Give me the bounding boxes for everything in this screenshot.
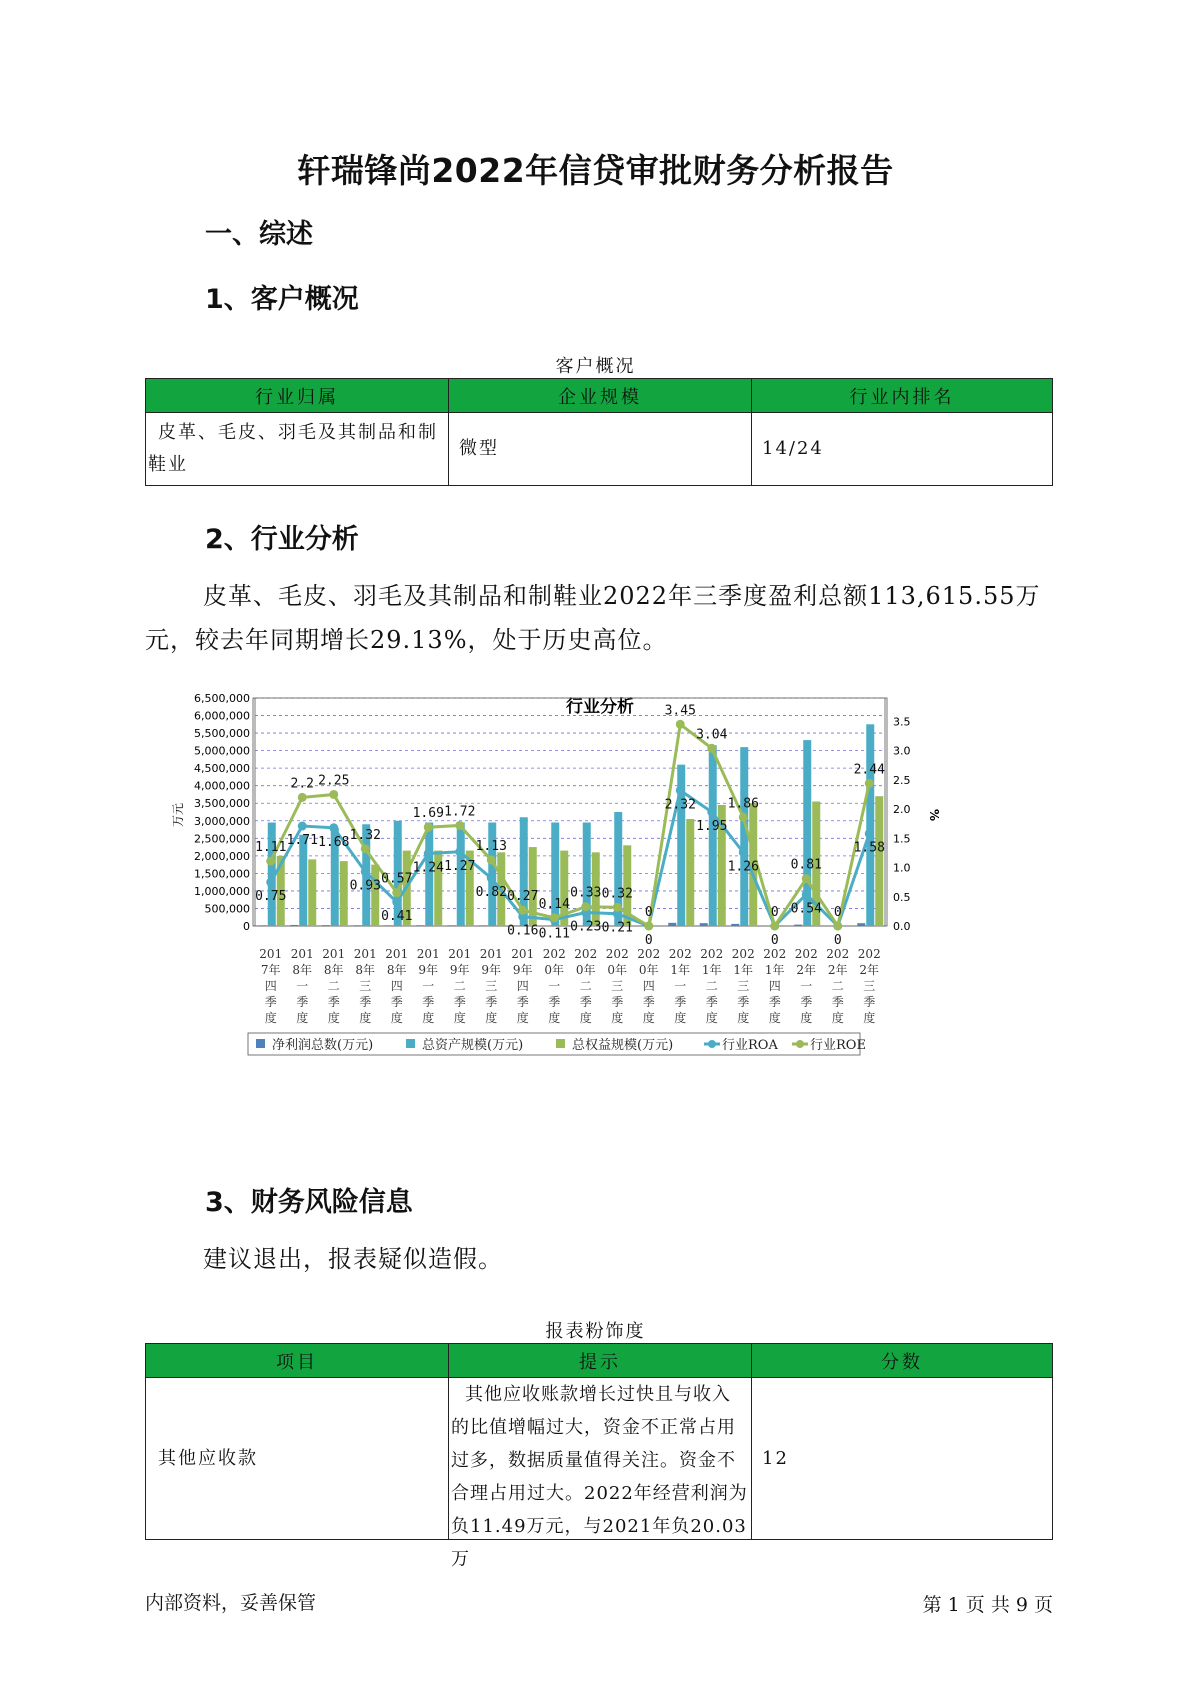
industry-paragraph: 皮革、毛皮、羽毛及其制品和制鞋业2022年三季度盈利总额113,615.55万元，较去年同期增长29.13%，处于历史高位。 (145, 582, 1041, 654)
bar (290, 925, 298, 926)
bar (875, 796, 883, 926)
x-tick-label: 季 (548, 995, 561, 1009)
y-tick-label: 1,000,000 (194, 884, 250, 898)
series-line (271, 790, 870, 926)
x-tick-label: 度 (611, 1011, 624, 1025)
bar (353, 925, 361, 926)
y-tick-label: 1,500,000 (194, 867, 250, 881)
x-tick-label: 1年 (733, 963, 754, 977)
y-tick-label: 5,000,000 (194, 744, 250, 758)
x-tick-label: 四 (264, 979, 277, 993)
x-tick-label: 度 (768, 1011, 781, 1025)
data-label: 0.16 (507, 923, 539, 939)
x-tick-label: 季 (516, 995, 529, 1009)
series-point (424, 849, 433, 858)
series-point (298, 822, 307, 831)
risk-hint-text: 其他应收账款增长过快且与收入的比值增幅过大，资金不正常占用过多，数据质量值得关注。资金不合理占用过大。2022年经营利润为负11.49万元，与2021年负20.03万 (451, 1384, 748, 1570)
x-tick-label: 202 (542, 947, 566, 961)
x-tick-label: 一 (674, 979, 687, 993)
series-point (487, 855, 496, 864)
data-label: 0.21 (601, 920, 633, 936)
x-tick-label: 201 (511, 947, 535, 961)
data-label: 2.44 (853, 762, 885, 778)
series-point (802, 874, 811, 883)
y2-tick-label: 2.5 (893, 773, 911, 787)
x-tick-label: 季 (611, 995, 624, 1009)
data-label: 1.32 (349, 827, 381, 843)
x-tick-label: 1年 (764, 963, 785, 977)
data-label: 0.41 (381, 909, 413, 925)
y2-tick-label: 2.0 (893, 803, 911, 817)
x-tick-label: 度 (359, 1011, 372, 1025)
bar (371, 865, 379, 926)
y-tick-label: 3,500,000 (194, 797, 250, 811)
x-tick-label: 2年 (796, 963, 817, 977)
series-point (739, 813, 748, 822)
x-tick-label: 度 (705, 1011, 718, 1025)
data-label: 0.33 (570, 885, 602, 901)
x-tick-label: 201 (259, 947, 283, 961)
x-tick-label: 202 (794, 947, 818, 961)
x-tick-label: 201 (290, 947, 314, 961)
y-tick-label: 4,000,000 (194, 779, 250, 793)
y2-tick-label: 0.0 (893, 920, 911, 933)
series-point (581, 902, 590, 911)
x-tick-label: 四 (768, 979, 781, 993)
y2-tick-label: 1.5 (893, 832, 911, 846)
risk-table-header: 项目 (146, 1344, 449, 1378)
customer-rank-cell: 14/24 (752, 413, 1053, 486)
series-point (644, 922, 653, 931)
x-tick-label: 0年 (575, 963, 596, 977)
customer-table (145, 378, 1053, 486)
customer-table-header: 行业内排名 (752, 379, 1053, 413)
x-tick-label: 度 (516, 1011, 529, 1025)
x-tick-label: 度 (831, 1011, 844, 1025)
data-label: 1.86 (727, 796, 759, 812)
x-tick-label: 2年 (827, 963, 848, 977)
y2-tick-label: 3.0 (893, 744, 911, 758)
data-label: 2.25 (318, 773, 350, 789)
section-heading-risk: 3、财务风险信息 (205, 1187, 413, 1218)
bar (731, 924, 739, 926)
legend-swatch (556, 1039, 565, 1048)
series-point (518, 906, 527, 915)
risk-hint-cell (449, 1378, 752, 1570)
x-tick-label: 201 (353, 947, 377, 961)
footer-page-number: 第 1 页 共 9 页 (922, 1594, 1053, 1616)
series-point (455, 847, 464, 856)
x-tick-label: 9年 (449, 963, 470, 977)
x-tick-label: 度 (453, 1011, 466, 1025)
data-label: 0 (770, 905, 779, 920)
x-tick-label: 季 (674, 995, 687, 1009)
bar (308, 859, 316, 926)
series-point (613, 903, 622, 912)
x-tick-label: 202 (605, 947, 629, 961)
legend-label: 净利润总数(万元) (272, 1038, 374, 1053)
x-tick-label: 202 (731, 947, 755, 961)
data-label: 0.32 (601, 886, 633, 902)
x-tick-label: 201 (448, 947, 472, 961)
data-label: 1.95 (696, 819, 728, 834)
x-tick-label: 季 (831, 995, 844, 1009)
x-tick-label: 8年 (355, 963, 376, 977)
section-heading-industry: 2、行业分析 (205, 524, 359, 555)
series-point (329, 823, 338, 832)
x-tick-label: 季 (296, 995, 309, 1009)
x-tick-label: 202 (700, 947, 724, 961)
x-tick-label: 0年 (638, 963, 659, 977)
x-tick-label: 四 (642, 979, 655, 993)
data-label: 0.23 (570, 919, 602, 935)
x-tick-label: 季 (705, 995, 718, 1009)
legend-marker (708, 1040, 716, 1048)
data-label: 0.81 (790, 857, 822, 873)
bar (448, 925, 456, 926)
series-point (392, 898, 401, 907)
bar (259, 925, 267, 926)
x-tick-label: 202 (668, 947, 692, 961)
x-tick-label: 季 (422, 995, 435, 1009)
series-point (865, 829, 874, 838)
x-tick-label: 度 (579, 1011, 592, 1025)
bar (385, 925, 393, 926)
x-tick-label: 二 (579, 979, 592, 993)
series-point (487, 874, 496, 883)
x-tick-label: 202 (857, 947, 881, 961)
risk-table-caption: 报表粉饰度 (545, 1321, 646, 1342)
x-tick-label: 一 (548, 979, 561, 993)
data-label: 0.27 (507, 889, 539, 905)
x-tick-label: 度 (642, 1011, 655, 1025)
y-axis-title: 万元 (171, 802, 185, 828)
x-tick-label: 8年 (386, 963, 407, 977)
legend-swatch (406, 1039, 415, 1048)
bar (866, 724, 874, 926)
series-point (676, 720, 685, 729)
x-tick-label: 季 (800, 995, 813, 1009)
data-label: 0 (644, 905, 653, 920)
x-tick-label: 季 (768, 995, 781, 1009)
customer-table-header: 企业规模 (449, 379, 752, 413)
chart-title: 行业分析 (566, 697, 634, 717)
x-tick-label: 1年 (670, 963, 691, 977)
data-label: 1.26 (727, 859, 759, 875)
series-point (739, 848, 748, 857)
x-tick-label: 季 (453, 995, 466, 1009)
x-tick-label: 度 (390, 1011, 403, 1025)
y-tick-label: 500,000 (204, 902, 250, 916)
data-label: 1.69 (412, 806, 444, 822)
x-tick-label: 一 (296, 979, 309, 993)
industry-chart (170, 690, 1030, 1150)
y2-axis-title: % (927, 808, 941, 822)
x-tick-label: 8年 (323, 963, 344, 977)
section-heading-overview: 一、综述 (205, 219, 313, 250)
bar (686, 819, 694, 926)
x-tick-label: 三 (359, 979, 372, 993)
x-tick-label: 季 (359, 995, 372, 1009)
series-point (266, 857, 275, 866)
risk-score-cell: 12 (752, 1378, 1053, 1540)
x-tick-label: 201 (385, 947, 409, 961)
data-label: 1.58 (853, 840, 885, 856)
x-tick-label: 度 (800, 1011, 813, 1025)
bar (709, 745, 717, 926)
x-tick-label: 三 (611, 979, 624, 993)
data-label: 1.11 (255, 840, 287, 856)
x-tick-label: 二 (453, 979, 466, 993)
data-label: 0.93 (349, 878, 381, 894)
data-label: 0 (644, 933, 653, 948)
x-tick-label: 0年 (544, 963, 565, 977)
x-tick-label: 季 (264, 995, 277, 1009)
x-tick-label: 度 (264, 1011, 277, 1025)
x-tick-label: 一 (800, 979, 813, 993)
series-point (707, 808, 716, 817)
data-label: 3.45 (664, 703, 696, 719)
x-tick-label: 202 (637, 947, 661, 961)
x-tick-label: 201 (479, 947, 503, 961)
series-point (298, 793, 307, 802)
bar (479, 925, 487, 926)
x-tick-label: 1年 (701, 963, 722, 977)
series-point (424, 823, 433, 832)
series-point (361, 844, 370, 853)
data-label: 0.75 (255, 889, 287, 905)
x-tick-label: 季 (642, 995, 655, 1009)
legend-swatch (256, 1039, 265, 1048)
customer-table-header: 行业归属 (146, 379, 449, 413)
risk-table-header: 提示 (449, 1344, 752, 1378)
bar (416, 925, 424, 926)
series-point (266, 878, 275, 887)
risk-table (145, 1343, 1053, 1570)
series-point (392, 888, 401, 897)
y2-tick-label: 1.0 (893, 861, 911, 875)
x-tick-label: 季 (863, 995, 876, 1009)
risk-item-cell: 其他应收款 (146, 1378, 449, 1540)
x-tick-label: 度 (674, 1011, 687, 1025)
series-point (455, 821, 464, 830)
y-tick-label: 6,000,000 (194, 709, 250, 723)
series-point (676, 786, 685, 795)
series-point (802, 890, 811, 899)
x-tick-label: 202 (574, 947, 598, 961)
x-tick-label: 季 (390, 995, 403, 1009)
customer-table-caption: 客户概况 (555, 356, 636, 377)
x-tick-label: 0年 (607, 963, 628, 977)
legend-label: 总权益规模(万元) (572, 1038, 674, 1053)
legend-label: 行业ROA (722, 1038, 778, 1053)
bar (457, 823, 465, 926)
x-tick-label: 季 (485, 995, 498, 1009)
data-label: 1.24 (412, 860, 444, 876)
x-tick-label: 9年 (418, 963, 439, 977)
bar (322, 925, 330, 926)
x-tick-label: 9年 (481, 963, 502, 977)
x-tick-label: 7年 (260, 963, 281, 977)
x-tick-label: 201 (416, 947, 440, 961)
x-tick-label: 二 (705, 979, 718, 993)
data-label: 0.57 (381, 871, 413, 887)
x-tick-label: 四 (516, 979, 529, 993)
x-tick-label: 二 (831, 979, 844, 993)
x-tick-label: 季 (579, 995, 592, 1009)
series-point (329, 790, 338, 799)
data-label: 1.68 (318, 834, 350, 850)
x-tick-label: 三 (737, 979, 750, 993)
y-tick-label: 0 (243, 920, 250, 933)
legend-marker (796, 1040, 804, 1048)
data-label: 0 (833, 933, 842, 948)
x-tick-label: 度 (485, 1011, 498, 1025)
x-tick-label: 度 (548, 1011, 561, 1025)
x-tick-label: 度 (737, 1011, 750, 1025)
x-tick-label: 度 (327, 1011, 340, 1025)
series-point (865, 779, 874, 788)
data-label: 1.72 (444, 804, 476, 820)
bar (740, 747, 748, 926)
series-point (707, 744, 716, 753)
data-label: 0.14 (538, 896, 570, 912)
series-point (770, 922, 779, 931)
x-tick-label: 季 (327, 995, 340, 1009)
page-title: 轩瑞锋尚2022年信贷审批财务分析报告 (297, 151, 894, 190)
risk-paragraph: 建议退出，报表疑似造假。 (203, 1245, 503, 1273)
x-tick-label: 四 (390, 979, 403, 993)
bar (668, 923, 676, 926)
section-heading-customer: 1、客户概况 (205, 284, 359, 315)
x-tick-label: 201 (322, 947, 346, 961)
data-label: 1.13 (475, 838, 507, 854)
x-tick-label: 8年 (292, 963, 313, 977)
x-tick-label: 202 (826, 947, 850, 961)
x-tick-label: 二 (327, 979, 340, 993)
series-point (833, 922, 842, 931)
y-tick-label: 4,500,000 (194, 762, 250, 776)
y-tick-label: 3,000,000 (194, 814, 250, 828)
x-tick-label: 2年 (859, 963, 880, 977)
y2-tick-label: 3.5 (893, 715, 911, 729)
bar (700, 923, 708, 926)
data-label: 1.27 (444, 858, 476, 874)
data-label: 2.2 (290, 776, 314, 792)
data-label: 0 (770, 933, 779, 948)
x-tick-label: 9年 (512, 963, 533, 977)
bar (340, 861, 348, 926)
y-tick-label: 2,500,000 (194, 832, 250, 846)
data-label: 0.11 (538, 926, 570, 942)
data-label: 0.82 (475, 885, 507, 901)
data-label: 0.54 (790, 901, 822, 917)
y-tick-label: 6,500,000 (194, 692, 250, 705)
bar (794, 925, 802, 926)
data-label: 1.71 (286, 833, 318, 849)
footer-confidential: 内部资料，妥善保管 (145, 1592, 317, 1614)
series-point (550, 913, 559, 922)
x-tick-label: 202 (763, 947, 787, 961)
bar (299, 835, 307, 926)
x-tick-label: 一 (422, 979, 435, 993)
data-label: 3.04 (696, 727, 728, 743)
x-tick-label: 季 (737, 995, 750, 1009)
y-tick-label: 2,000,000 (194, 849, 250, 863)
x-tick-label: 三 (485, 979, 498, 993)
y-tick-label: 5,500,000 (194, 727, 250, 741)
x-tick-label: 三 (863, 979, 876, 993)
x-tick-label: 度 (863, 1011, 876, 1025)
risk-table-header: 分数 (752, 1344, 1053, 1378)
x-tick-label: 度 (422, 1011, 435, 1025)
legend-label: 总资产规模(万元) (422, 1038, 524, 1053)
bar (857, 923, 865, 926)
x-tick-label: 度 (296, 1011, 309, 1025)
data-label: 2.32 (664, 797, 696, 813)
legend-label: 行业ROE (810, 1038, 866, 1053)
y2-tick-label: 0.5 (893, 890, 911, 904)
customer-industry-cell: 皮革、毛皮、羽毛及其制品和制鞋业 (146, 413, 449, 486)
customer-scale-cell: 微型 (449, 413, 752, 486)
series-point (361, 867, 370, 876)
data-label: 0 (833, 905, 842, 920)
